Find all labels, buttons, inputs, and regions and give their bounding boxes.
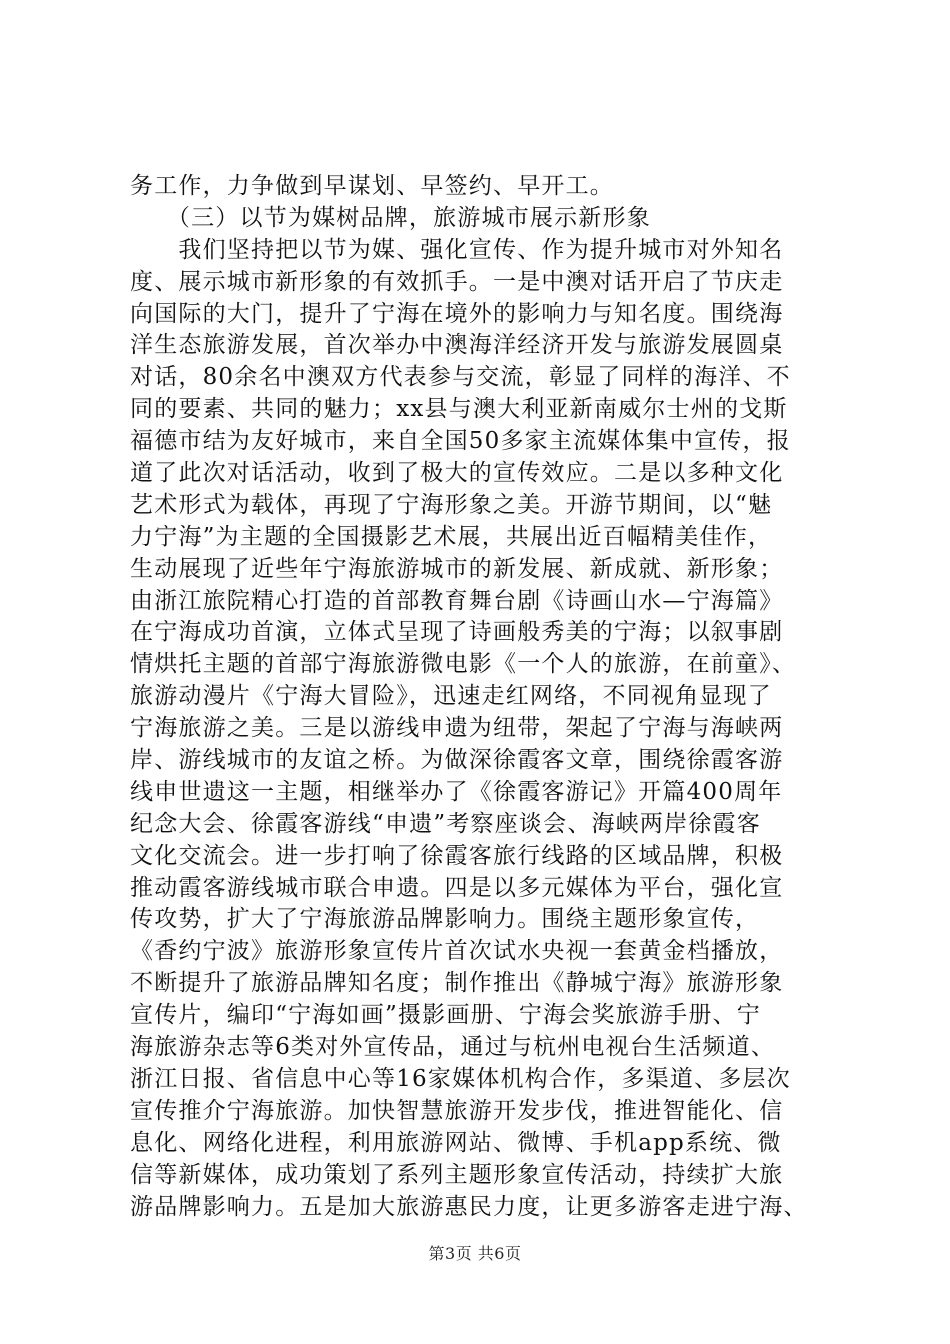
text-line: 息化、网络化进程，利用旅游网站、微博、手机app系统、微 <box>130 1129 782 1156</box>
text-line: 力宁海”为主题的全国摄影艺术展，共展出近百幅精美佳作， <box>130 523 773 550</box>
body-text <box>130 171 830 1223</box>
text-line: 海旅游杂志等6类对外宣传品，通过与杭州电视台生活频道、 <box>130 1034 776 1061</box>
text-line: 生动展现了近些年宁海旅游城市的新发展、新成就、新形象； <box>130 555 784 582</box>
text-line: 推动霞客游线城市联合申遗。四是以多元媒体为平台，强化宣 <box>130 874 784 901</box>
text-line: 传攻势，扩大了宁海旅游品牌影响力。围绕主题形象宣传， <box>130 906 760 933</box>
text-line: 文化交流会。进一步打响了徐霞客旅行线路的区域品牌，积极 <box>130 842 784 869</box>
text-line: 在宁海成功首演，立体式呈现了诗画般秀美的宁海；以叙事剧 <box>130 619 784 646</box>
text-line: 同的要素、共同的魅力；xx县与澳大利亚新南威尔士州的戈斯 <box>130 396 788 423</box>
text-line: 我们坚持把以节为媒、强化宣传、作为提升城市对外知名 <box>130 236 784 263</box>
text-line: 岸、游线城市的友谊之桥。为做深徐霞客文章，围绕徐霞客游 <box>130 747 784 774</box>
text-line: 旅游动漫片《宁海大冒险》，迅速走红网络，不同视角显现了 <box>130 683 772 710</box>
text-line: 务工作，力争做到早谋划、早签约、早开工。 <box>130 173 614 199</box>
text-line: 情烘托主题的首部宁海旅游微电影《一个人的旅游，在前童》、 <box>130 651 797 678</box>
text-line: 宁海旅游之美。三是以游线申遗为纽带，架起了宁海与海峡两 <box>130 715 784 742</box>
text-line: 宣传片，编印“宁海如画”摄影画册、宁海会奖旅游手册、宁 <box>130 1002 761 1029</box>
text-line: 度、展示城市新形象的有效抓手。一是中澳对话开启了节庆走 <box>130 268 784 295</box>
text-line: 艺术形式为载体，再现了宁海形象之美。开游节期间，以“魅 <box>130 491 773 518</box>
text-line: 线申世遗这一主题，相继举办了《徐霞客游记》开篇400周年 <box>130 778 783 805</box>
text-line: 道了此次对话活动，收到了极大的宣传效应。二是以多种文化 <box>130 460 784 487</box>
text-line: 《香约宁波》旅游形象宣传片首次试水央视一套黄金档播放， <box>130 938 784 965</box>
section-heading: （三）以节为媒树品牌，旅游城市展示新形象 <box>130 204 651 231</box>
text-line: 浙江日报、省信息中心等16家媒体机构合作，多渠道、多层次 <box>130 1065 791 1092</box>
text-line: 由浙江旅院精心打造的首部教育舞台剧《诗画山水—宁海篇》 <box>130 587 784 614</box>
text-line: 洋生态旅游发展，首次举办中澳海洋经济开发与旅游发展圆桌 <box>130 332 784 359</box>
text-line: 信等新媒体，成功策划了系列主题形象宣传活动，持续扩大旅 <box>130 1161 784 1188</box>
page-number-footer: 第3页 共6页 <box>428 1244 522 1263</box>
text-line: 福德市结为友好城市，来自全国50多家主流媒体集中宣传，报 <box>130 428 791 455</box>
text-line: 向国际的大门，提升了宁海在境外的影响力与知名度。围绕海 <box>130 300 784 327</box>
text-line: 不断提升了旅游品牌知名度；制作推出《静城宁海》旅游形象 <box>130 970 784 997</box>
text-line: 游品牌影响力。五是加大旅游惠民力度，让更多游客走进宁海、 <box>130 1193 808 1220</box>
text-line: 对话，80余名中澳双方代表参与交流，彰显了同样的海洋、不 <box>130 364 791 391</box>
text-line: 宣传推介宁海旅游。加快智慧旅游开发步伐，推进智能化、信 <box>130 1097 784 1124</box>
text-line: 纪念大会、徐霞客游线“申遗”考察座谈会、海峡两岸徐霞客 <box>130 810 761 837</box>
